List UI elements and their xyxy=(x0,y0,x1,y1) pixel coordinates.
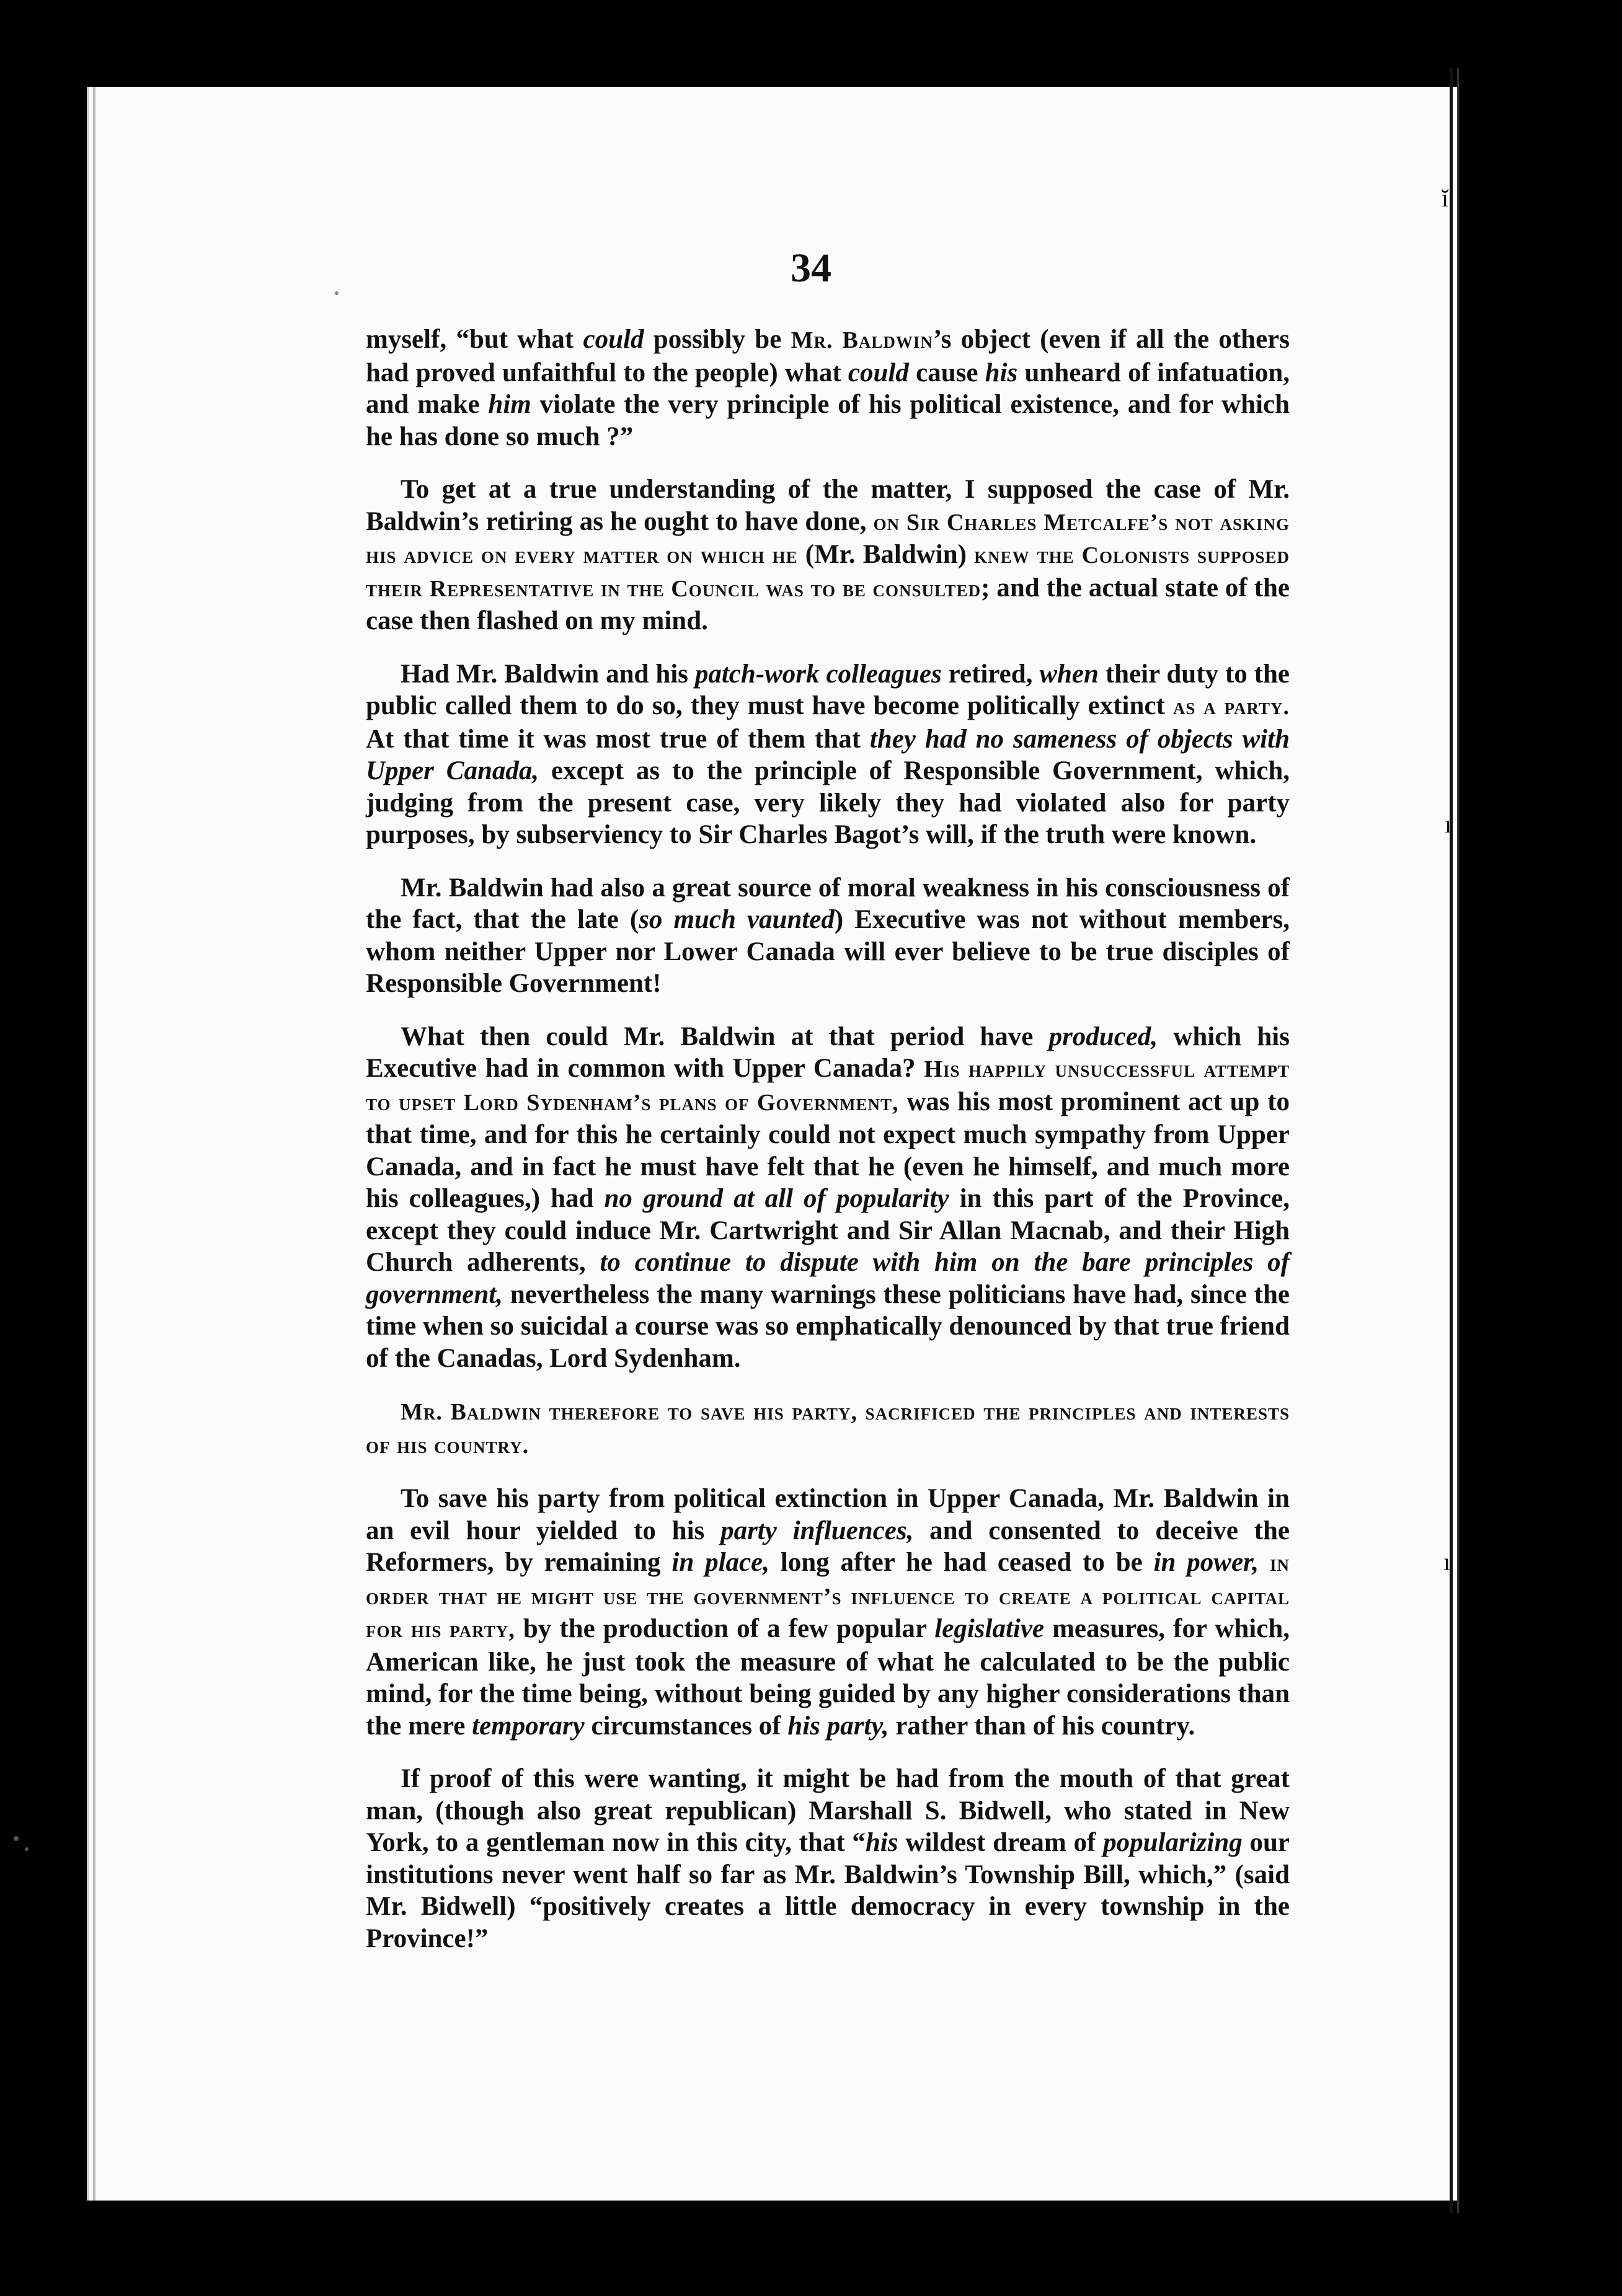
italic-text: legislative xyxy=(934,1614,1045,1643)
italic-text: could xyxy=(848,358,909,387)
small-caps-text: Mr. Baldwin therefore to save his party, sacrificed the principles and interests of his country. xyxy=(366,1399,1290,1459)
text-run: (Mr. Baldwin) xyxy=(797,540,975,569)
text-run: To get at a true understanding of the matter, I supposed the case of Mr. Baldwin’s retiring as he ought to have done, xyxy=(366,475,1290,536)
italic-text: party influences, xyxy=(720,1516,914,1545)
italic-text: popularizing xyxy=(1103,1828,1243,1857)
paragraph xyxy=(366,1763,1290,1954)
speck xyxy=(14,1836,19,1841)
italic-text: produced, xyxy=(1048,1022,1158,1051)
italic-text: so much vaunted xyxy=(639,905,835,934)
gutter-mark: ı xyxy=(1445,810,1452,838)
text-run: If proof of this were wanting, it might be had from the mouth of that great man, (though also great republican) Marshall S. Bidwell, who stated in New York, to a gentleman now in this city, that “ xyxy=(366,1764,1290,1857)
text-run: Mr. Baldwin had also a great source of moral weakness in his consciousness of the fact, that the late ( xyxy=(366,873,1290,934)
text-run: their duty to the public called them to do so, they must have become politically extinct xyxy=(366,659,1290,720)
gutter-mark: ĭ xyxy=(1442,184,1449,212)
italic-text: in power, xyxy=(1153,1548,1259,1577)
text-run: retired, xyxy=(941,659,1040,689)
text-run: was his most prominent act up to that time, and for this he certainly could not expect much sympathy from Upper Canada, and in fact he must have felt that he (even he himself, and much more his colleagues,) had xyxy=(366,1087,1290,1213)
italic-text: him xyxy=(488,390,531,419)
paragraph xyxy=(366,324,1290,453)
text-run: violate the very principle of his political existence, and for which he has done so much ?” xyxy=(366,390,1290,451)
gutter-line-inner xyxy=(1457,68,1459,2213)
text-run: possibly be xyxy=(644,325,791,354)
italic-text: his xyxy=(865,1828,898,1857)
text-run: Had Mr. Baldwin and his xyxy=(401,659,695,689)
paragraph xyxy=(366,658,1290,851)
text-run: which his Executive had in common with Upper Canada? xyxy=(366,1022,1290,1083)
body-text xyxy=(366,324,1290,1976)
paragraph xyxy=(366,474,1290,637)
small-caps-text: Mr. Baldwin xyxy=(791,327,933,353)
italic-text: his xyxy=(985,358,1018,387)
page-edge xyxy=(93,87,95,2201)
italic-text: patch-work colleagues xyxy=(694,659,942,689)
text-run: cause xyxy=(908,358,985,387)
text-run: circumstances of xyxy=(584,1711,788,1741)
italic-text: his party, xyxy=(787,1711,889,1741)
small-caps-text: on Sir Charles Metcalfe’s not asking his advice on every matter on which he xyxy=(366,509,1290,568)
text-run xyxy=(1259,1548,1270,1577)
italic-text: when xyxy=(1039,659,1099,689)
text-run: myself, “but what xyxy=(366,325,583,354)
italic-text: no ground at all of popularity xyxy=(604,1184,949,1213)
italic-text: in place, xyxy=(671,1548,769,1577)
text-run: ; and the actual state of the case then flashed on my mind. xyxy=(366,573,1290,635)
text-run: nevertheless the many warnings these politicians have had, since the time when so suicidal a course was so emphatically denounced by that true friend of the Canadas, Lord Sydenham. xyxy=(366,1279,1290,1373)
paragraph xyxy=(366,1395,1290,1462)
text-run: At that time it was most true of them that xyxy=(366,724,870,754)
italic-text: temporary xyxy=(472,1711,585,1741)
page-number: 34 xyxy=(791,245,831,291)
text-run: ’s object (even if all the others had proved unfaithful to the people) what xyxy=(366,325,1290,387)
text-run: long after he had ceased to be xyxy=(769,1548,1154,1577)
speck xyxy=(25,1847,29,1851)
italic-text: to continue to dispute with him on the bare principles of government, xyxy=(366,1248,1290,1309)
text-run: wildest dream of xyxy=(898,1828,1104,1857)
paragraph xyxy=(366,872,1290,1000)
small-caps-text: in order that he might use the government’s influence to create a political capital for his party, xyxy=(366,1550,1290,1643)
gutter-line xyxy=(1450,68,1453,2213)
text-run: To save his party from political extinction in Upper Canada, Mr. Baldwin in an evil hour yielded to his xyxy=(366,1484,1290,1545)
small-caps-text: knew the Colonists supposed their Representative in the Council was to be consulted xyxy=(366,542,1290,602)
text-run: by the production of a few popular xyxy=(515,1614,935,1643)
text-run: and consented to deceive the Reformers, by remaining xyxy=(366,1516,1290,1577)
text-run: rather than of his country. xyxy=(889,1711,1195,1741)
text-run: measures, for which, American like, he just took the measure of what he calculated to be the public mind, for the time being, without being guided by any higher considerations than the mere xyxy=(366,1614,1290,1741)
italic-text: could xyxy=(583,325,644,354)
gutter-mark: ı xyxy=(1443,1548,1451,1576)
text-run: in this part of the Province, except they could induce Mr. Cartwright and Sir Allan Macnab, and their High Church adherents, xyxy=(366,1184,1290,1277)
italic-text: they had no sameness of objects with Upper Canada, xyxy=(366,724,1290,785)
paragraph xyxy=(366,1021,1290,1375)
text-run: What then could Mr. Baldwin at that period have xyxy=(401,1022,1049,1051)
text-run: unheard of infatuation, and make xyxy=(366,358,1290,419)
small-caps-text: as a party. xyxy=(1172,694,1290,720)
text-run: except as to the principle of Responsible Government, which, judging from the present case, very likely they had violated also for party purposes, by subserviency to Sir Charles Bagot’s will, if the truth were known. xyxy=(366,756,1290,849)
text-run: ) Executive was not without members, whom neither Upper nor Lower Canada will ever believe to be true disciples of Responsible Government! xyxy=(366,905,1290,998)
small-caps-text: His happily unsuccessful attempt to upset Lord Sydenham’s plans of Government, xyxy=(366,1056,1290,1116)
text-run: our institutions never went half so far as Mr. Baldwin’s Township Bill, which,” (said Mr. Bidwell) “positively creates a little democracy in every township in the Province!” xyxy=(366,1828,1290,1953)
paragraph xyxy=(366,1483,1290,1742)
